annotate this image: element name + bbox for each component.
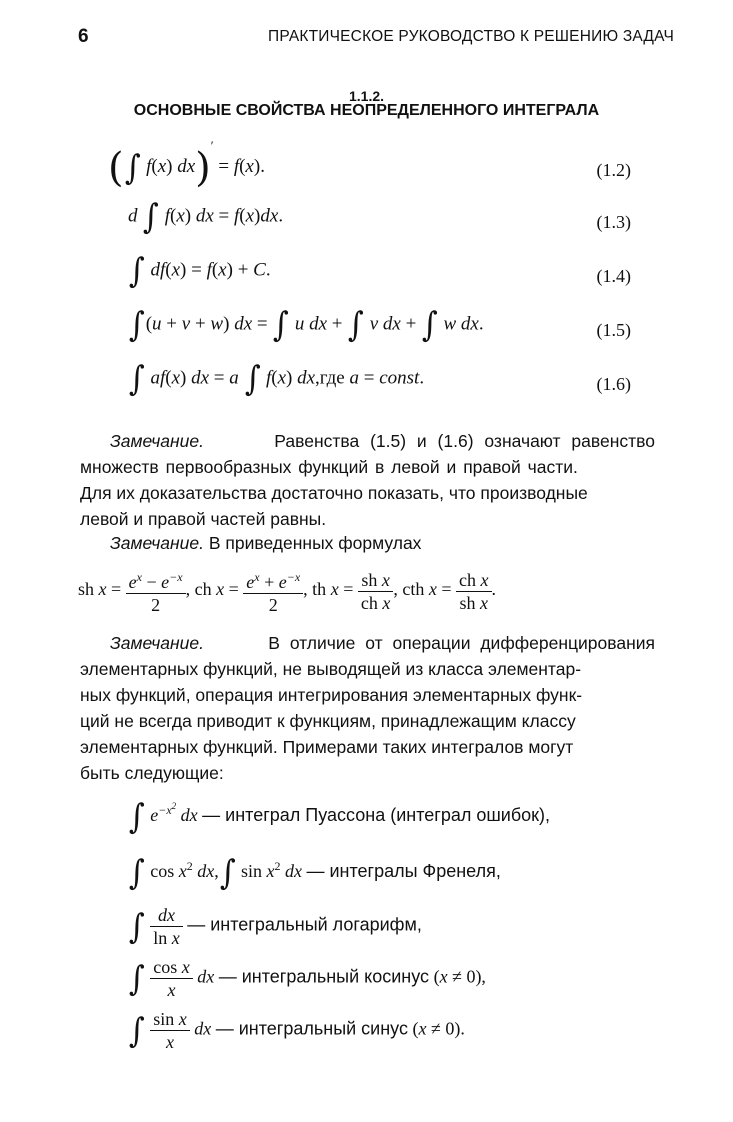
remark-2 [110, 530, 421, 556]
remark-line: Равенства (1.5) и (1.6) означают равенство [274, 431, 655, 451]
remark-label: Замечание. [110, 633, 204, 653]
remark-line: быть следующие: [80, 763, 224, 783]
equation-1-6: ∫ af(x) dx = a ∫ f(x) dx,где a = const. [128, 359, 425, 399]
section-title: ОСНОВНЫЕ СВОЙСТВА НЕОПРЕДЕЛЕННОГО ИНТЕГРАЛА [133, 102, 600, 119]
remark-line: В отличие от операции дифференцирования [268, 633, 655, 653]
remark-line: множеств первообразных функций в левой и правой части. [80, 457, 578, 477]
remark-line: левой и правой частей равны. [80, 509, 327, 529]
equation-number: (1.5) [596, 320, 631, 340]
remark-text: В приведенных формулах [208, 533, 422, 553]
sine-integral: ∫ $\frac{\text{sin x}}{x}$ dx — интегральный синус (x ≠ 0). [128, 1009, 465, 1052]
equation-1-3: d ∫ f(x) dx = f(x)dx. [128, 197, 284, 237]
where-word: где [319, 367, 345, 389]
cosine-integral: ∫ $\frac{\text{cos x}}{x}$ dx — интегральный косинус (x ≠ 0), [128, 957, 486, 1000]
logarithmic-integral: ∫ $\frac{dx}{\text{ln x}}$ — интегральный логарифм, [128, 905, 422, 948]
integral-description: — интегральный косинус [218, 966, 430, 987]
equation-1-4: ∫ df(x) = f(x) + C. [128, 251, 271, 291]
equation-1-2: (∫ f(x) dx)′ = f(x). [108, 138, 265, 191]
remark-3 [80, 630, 655, 786]
integral-description: — интегралы Френеля, [306, 861, 501, 882]
equation-number: (1.4) [596, 266, 631, 286]
equation-number: (1.3) [596, 212, 631, 232]
section-number: 1.1.2. [348, 88, 385, 104]
remark-label: Замечание. [110, 533, 204, 553]
remark-line: элементарных функций. Примерами таких интегралов могут [80, 737, 574, 757]
equation-number: (1.2) [596, 160, 631, 180]
equation-number: (1.6) [596, 374, 631, 394]
remark-label: Замечание. [110, 431, 204, 451]
integral-description: — интеграл Пуассона (интеграл ошибок), [202, 805, 551, 826]
running-title: ПРАКТИЧЕСКОЕ РУКОВОДСТВО К РЕШЕНИЮ ЗАДАЧ [268, 28, 674, 45]
poisson-integral: ∫ $e^{-x^2}$ dx — интеграл Пуассона (интеграл ошибок), [128, 797, 551, 837]
equation-1-5: ∫(u + v + w) dx = ∫ u dx + ∫ v dx + ∫ w dx. [128, 305, 484, 345]
remark-line: элементарных функций, не выводящей из класса элементар- [80, 659, 582, 679]
remark-1 [80, 428, 655, 532]
integral-description: — интегральный логарифм, [187, 914, 422, 935]
remark-line: ных функций, операция интегрирования элементарных функ- [80, 685, 583, 705]
page-number: 6 [78, 26, 89, 47]
hyperbolic-formulas: sh x = $\frac{e^x - e^{-x}}{2}$ , ch x = $\frac{e^x + e^{-x}}{2}$ , th x = $\frac{\text{sh x}}{\text{ch x}}$ , cth x = $\frac{\text{ch x}}{\text{sh x}}$ . [78, 566, 496, 616]
remark-line: Для их доказательства достаточно показать, что производные [80, 483, 588, 503]
fresnel-integrals: ∫ $\cos x^2$ dx,∫ $\sin x^2$ dx — интегралы Френеля, [128, 853, 501, 893]
remark-line: ций не всегда приводит к функциям, принадлежащим классу [80, 711, 576, 731]
integral-description: — интегральный синус [215, 1018, 408, 1039]
